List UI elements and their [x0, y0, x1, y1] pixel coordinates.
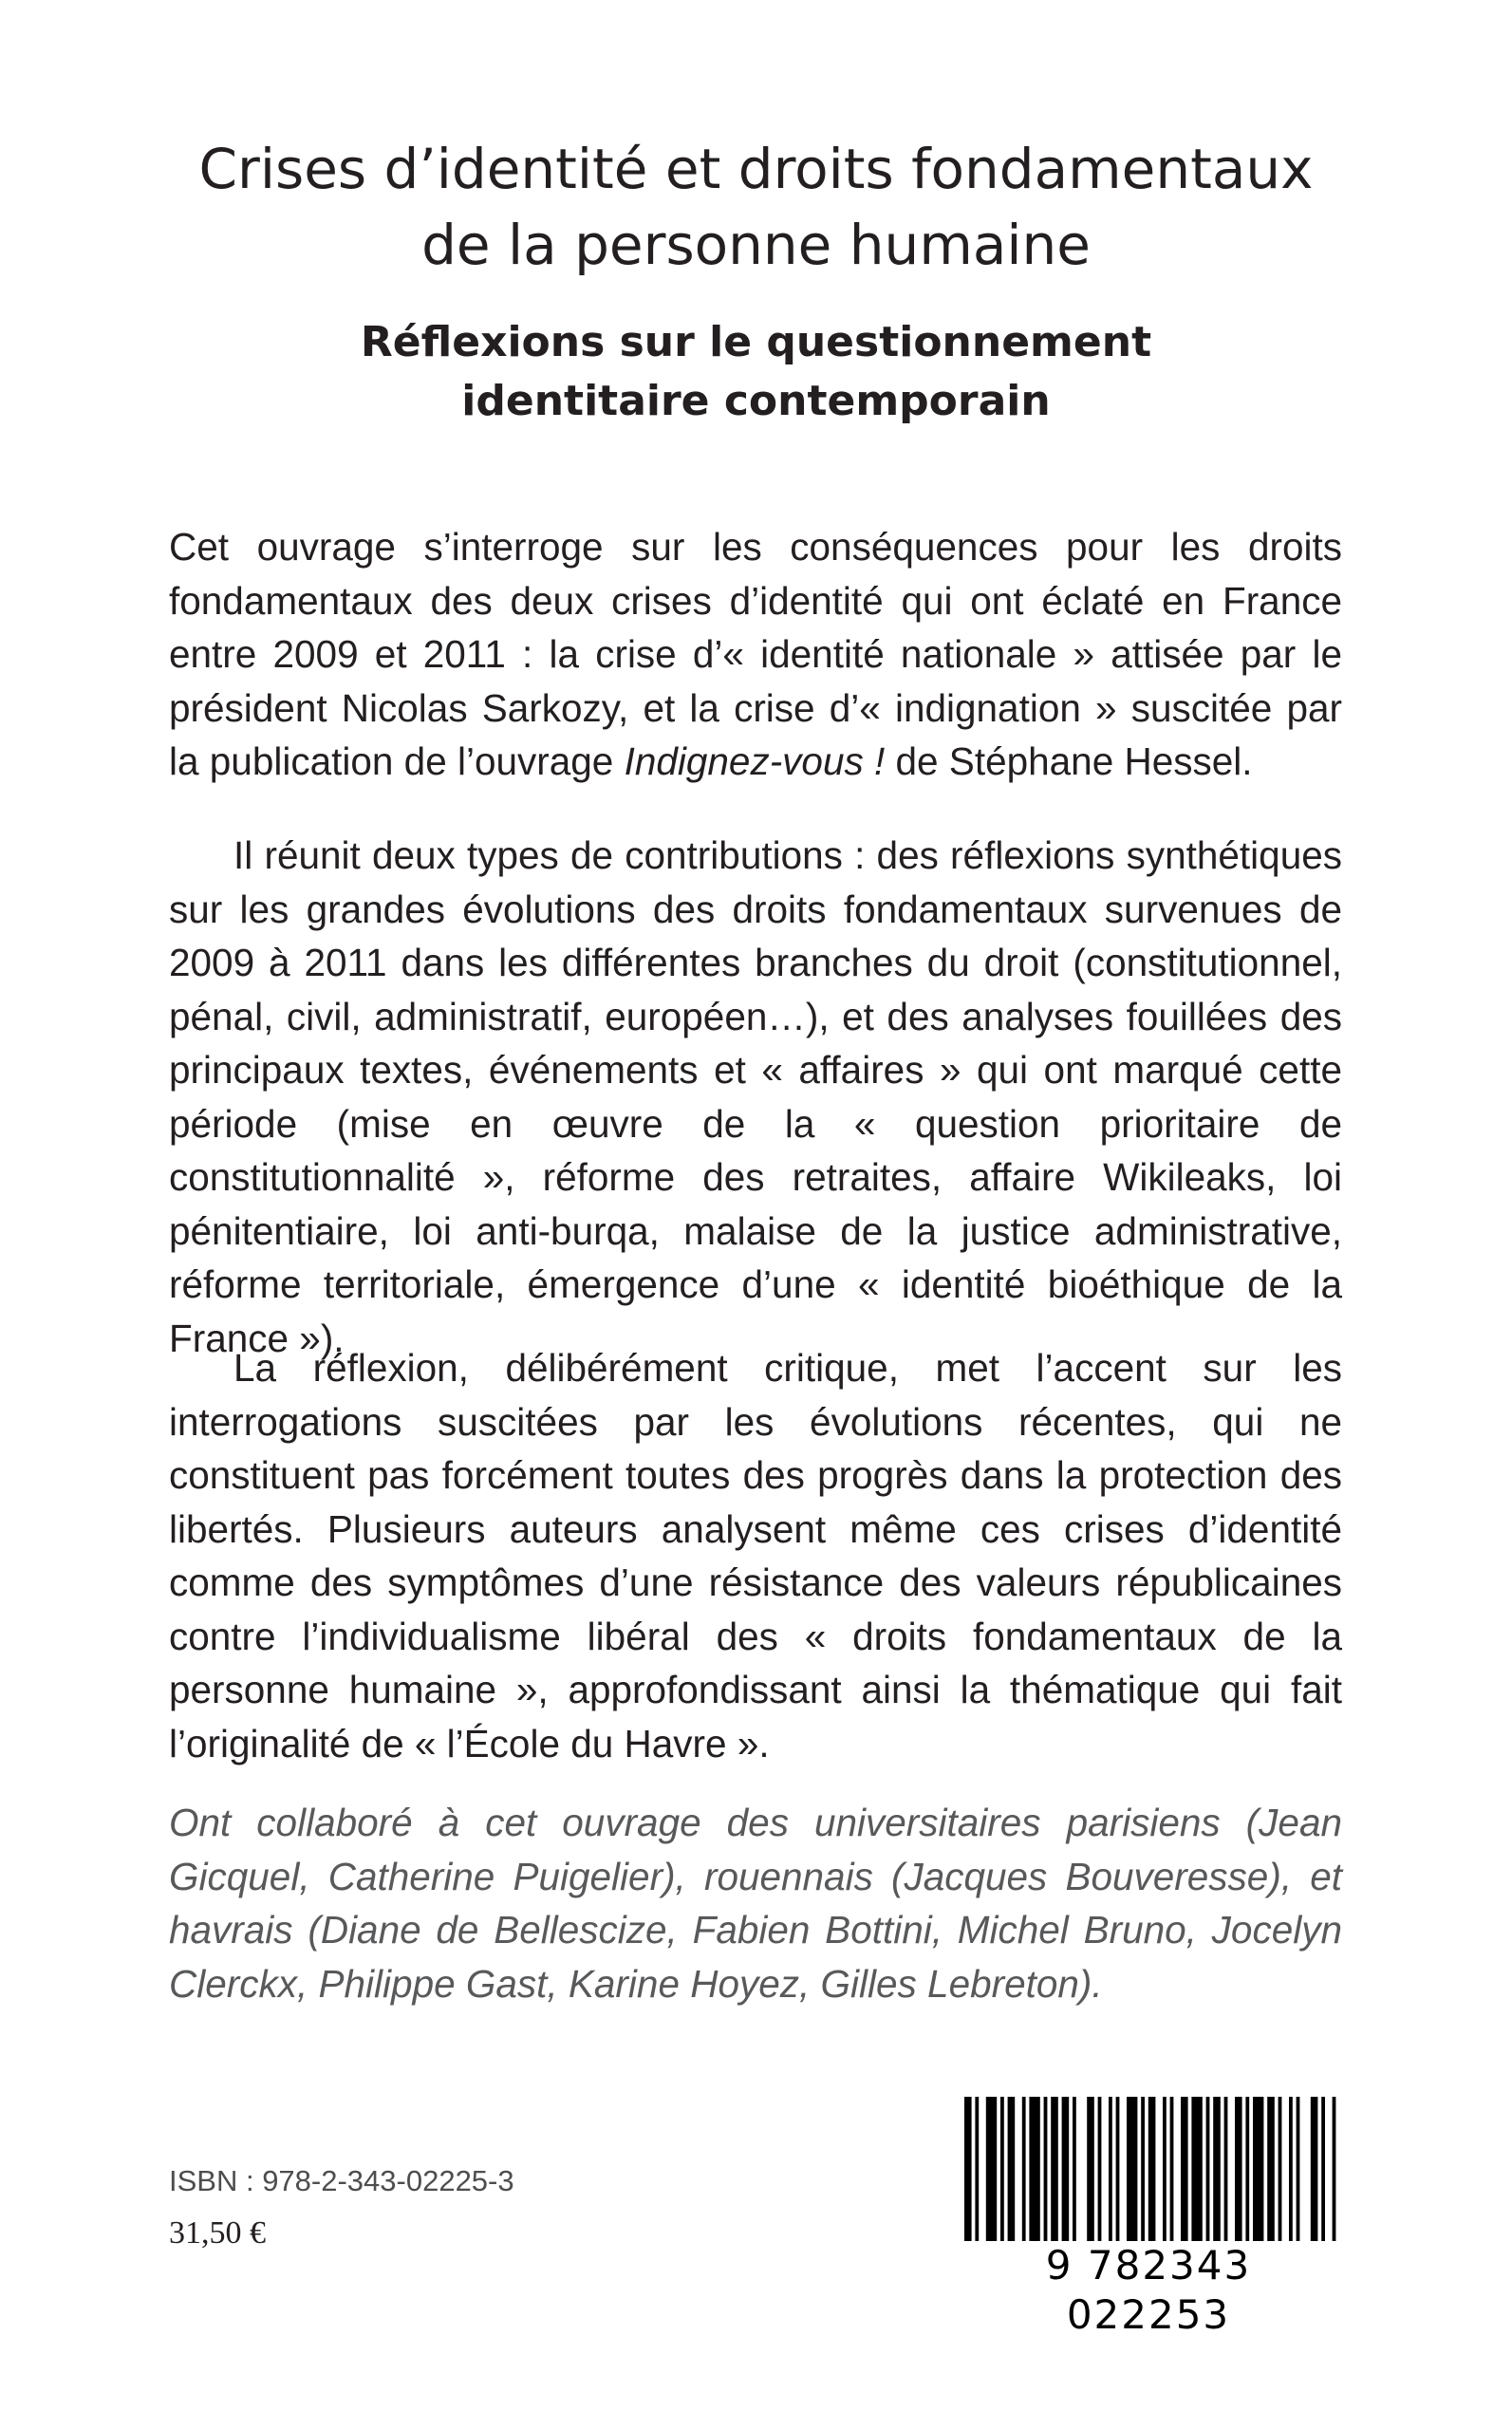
- book-subtitle-line-1: Réflexions sur le questionnement: [360, 318, 1152, 366]
- summary-paragraph-1: [169, 520, 1342, 789]
- barcode: [959, 2093, 1338, 2338]
- barcode-bar: [1311, 2097, 1318, 2249]
- barcode-bar: [1333, 2097, 1336, 2249]
- barcode-bar: [1029, 2097, 1039, 2249]
- barcode-bar: [1141, 2097, 1145, 2249]
- barcode-bar: [1253, 2097, 1263, 2249]
- barcode-bar: [1163, 2097, 1167, 2249]
- barcode-bar: [1148, 2097, 1156, 2249]
- barcode-bar: [1051, 2097, 1058, 2249]
- summary-paragraph-2: Il réunit deux types de contributions : des réflexions synthétiques sur les grandes évolutions des droits fondamentaux survenues de 2009 à 2011 dans les différentes branches du droit (constitutionnel, pénal, civil, administratif, européen…), et des analyses fouillées des principaux textes, événements et « affaires » qui ont marqué cette période (mise en œuvre de la « question prioritaire de constitutionnalité », réforme des retraites, affaire Wikileaks, loi pénitentiaire, loi anti-burqa, malaise de la justice administrative, réforme territoriale, émergence d’une « identité bioéthique de la France »).: [169, 833, 1342, 1360]
- barcode-bar: [1289, 2097, 1293, 2249]
- barcode-bar: [1321, 2097, 1325, 2249]
- barcode-bar: [1297, 2097, 1300, 2249]
- barcode-bar: [986, 2097, 997, 2249]
- barcode-bar: [1116, 2097, 1120, 2249]
- book-title-line-1: Crises d’identité et droits fondamentaux: [198, 137, 1314, 201]
- barcode-bar: [1181, 2097, 1188, 2249]
- isbn-label: ISBN : 978-2-343-02225-3: [169, 2164, 514, 2197]
- barcode-bar: [975, 2097, 979, 2249]
- barcode-bar: [1213, 2097, 1221, 2249]
- barcode-bar: [1224, 2097, 1228, 2249]
- book-title-line-2: de la personne humaine: [421, 213, 1091, 277]
- summary-paragraph-1-text-a: Cet ouvrage s’interroge sur les conséquences pour les droits fondamentaux des deux crises d’identité qui ont éclaté en France entre 2009 et 2011 : la crise d’« identité nationale » attisée par le président Nicolas Sarkozy, et la crise d’« indignation » suscitée par la publication de l’ouvrage: [169, 525, 1342, 783]
- barcode-bar: [1170, 2097, 1174, 2249]
- book-subtitle-line-2: identitaire contemporain: [461, 377, 1051, 425]
- barcode-bar: [1279, 2097, 1282, 2249]
- barcode-bar: [1062, 2097, 1070, 2249]
- cited-book-title: Indignez-vous !: [624, 739, 886, 783]
- barcode-bar: [1000, 2097, 1004, 2249]
- barcode-bar: [1127, 2097, 1137, 2249]
- barcode-bar: [1087, 2097, 1094, 2249]
- contributors-paragraph: Ont collaboré à cet ouvrage des universitaires parisiens (Jean Gicquel, Catherine Puigelier), rouennais (Jacques Bouveresse), et havrais (Diane de Bellescize, Fabien Bottini, Michel Bruno, Jocelyn Clerckx, Philippe Gast, Karine Hoyez, Gilles Lebreton).: [169, 1801, 1342, 2006]
- barcode-bar: [1191, 2097, 1202, 2249]
- barcode-bar: [1073, 2097, 1076, 2249]
- barcode-bar: [1008, 2097, 1016, 2249]
- barcode-bar: [964, 2097, 972, 2249]
- barcode-bar: [1022, 2097, 1026, 2249]
- book-subtitle: [0, 313, 1512, 431]
- barcode-bar: [1206, 2097, 1210, 2249]
- book-title: [0, 131, 1512, 283]
- barcode-bar: [1109, 2097, 1112, 2249]
- price-label: 31,50 €: [169, 2215, 266, 2251]
- barcode-bar: [1235, 2097, 1242, 2249]
- summary-paragraph-1-text-b: de Stéphane Hessel.: [885, 739, 1253, 783]
- barcode-bar: [1245, 2097, 1249, 2249]
- summary-paragraph-3: La réflexion, délibérément critique, met l’accent sur les interrogations suscitées par les évolutions récentes, qui ne constituent pas forcément toutes des progrès dans la protection des libertés. Plusieurs auteurs analysent même ces crises d’identité comme des symptômes d’une résistance des valeurs républicaines contre l’individualisme libéral des « droits fondamentaux de la personne humaine », approfondissant ainsi la thématique qui fait l’originalité de « l’École du Havre ».: [169, 1346, 1342, 1765]
- barcode-bar: [1044, 2097, 1048, 2249]
- barcode-bar: [1267, 2097, 1275, 2249]
- barcode-number: 9 782343 022253: [959, 2241, 1338, 2340]
- barcode-bar: [1098, 2097, 1102, 2249]
